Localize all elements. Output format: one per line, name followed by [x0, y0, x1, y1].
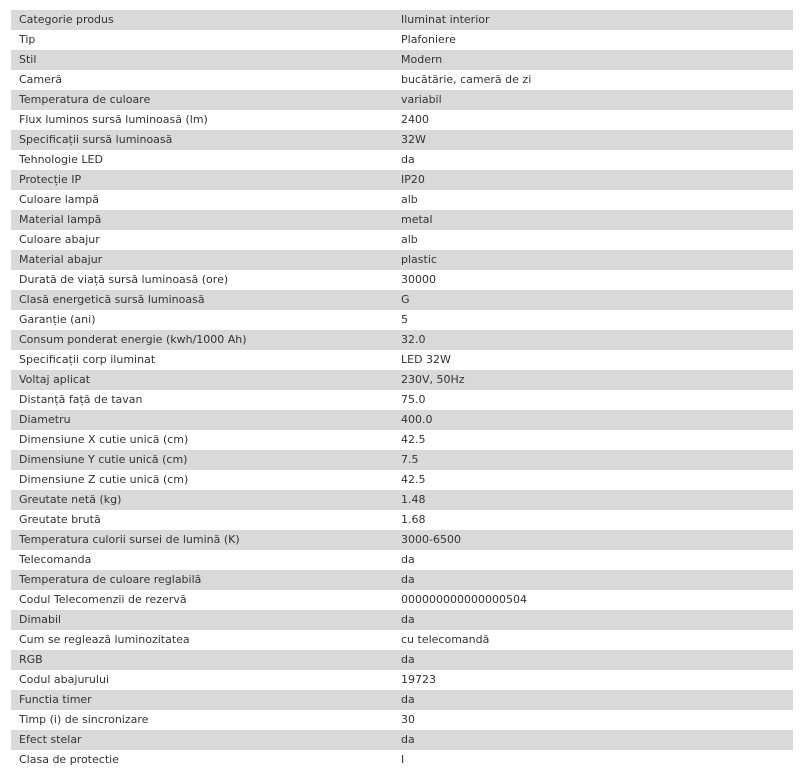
spec-value: da	[401, 613, 415, 626]
table-row	[11, 170, 793, 190]
spec-value: da	[401, 553, 415, 566]
table-row	[11, 590, 793, 610]
spec-label: Dimensiune Y cutie unică (cm)	[19, 453, 188, 466]
spec-value: da	[401, 693, 415, 706]
table-row	[11, 690, 793, 710]
spec-label: Diametru	[19, 413, 71, 426]
table-row	[11, 370, 793, 390]
table-row	[11, 190, 793, 210]
table-row	[11, 410, 793, 430]
table-row	[11, 390, 793, 410]
table-row	[11, 230, 793, 250]
spec-value: LED 32W	[401, 353, 451, 366]
table-row	[11, 250, 793, 270]
spec-label: RGB	[19, 653, 43, 666]
table-row	[11, 650, 793, 670]
spec-value: 5	[401, 313, 408, 326]
spec-label: Durată de viață sursă luminoasă (ore)	[19, 273, 229, 286]
spec-label: Clasa de protectie	[19, 753, 119, 766]
spec-value: 3000-6500	[401, 533, 461, 546]
table-row	[11, 270, 793, 290]
spec-label: Tip	[19, 33, 36, 46]
spec-label: Distanță față de tavan	[19, 393, 143, 406]
table-row	[11, 90, 793, 110]
spec-value: alb	[401, 193, 418, 206]
spec-value: 7.5	[401, 453, 419, 466]
table-row	[11, 30, 793, 50]
spec-value: 400.0	[401, 413, 433, 426]
spec-label: Temperatura de culoare reglabilă	[19, 573, 202, 586]
spec-label: Cum se reglează luminozitatea	[19, 633, 190, 646]
spec-value: 30	[401, 713, 415, 726]
table-row	[11, 10, 793, 30]
spec-label: Codul Telecomenzii de rezervă	[19, 593, 187, 606]
spec-label: Culoare lampă	[19, 193, 99, 206]
spec-value: 000000000000000504	[401, 593, 527, 606]
table-row	[11, 450, 793, 470]
spec-label: Dimensiune Z cutie unică (cm)	[19, 473, 189, 486]
spec-label: Greutate brută	[19, 513, 101, 526]
spec-value: Modern	[401, 53, 443, 66]
spec-label: Stil	[19, 53, 37, 66]
spec-label: Material abajur	[19, 253, 103, 266]
spec-value: G	[401, 293, 410, 306]
table-row	[11, 570, 793, 590]
table-row	[11, 630, 793, 650]
spec-label: Cameră	[19, 73, 63, 86]
spec-value: 230V, 50Hz	[401, 373, 465, 386]
spec-value: cu telecomandă	[401, 633, 490, 646]
table-row	[11, 550, 793, 570]
spec-value: Iluminat interior	[401, 13, 490, 26]
spec-label: Voltaj aplicat	[19, 373, 91, 386]
table-row	[11, 150, 793, 170]
table-row	[11, 490, 793, 510]
spec-label: Telecomanda	[19, 553, 92, 566]
spec-value: 32.0	[401, 333, 426, 346]
spec-label: Garanție (ani)	[19, 313, 96, 326]
spec-label: Material lampă	[19, 213, 102, 226]
spec-label: Functia timer	[19, 693, 92, 706]
spec-value: alb	[401, 233, 418, 246]
table-row	[11, 70, 793, 90]
spec-value: Plafoniere	[401, 33, 456, 46]
spec-value: variabil	[401, 93, 442, 106]
table-row	[11, 130, 793, 150]
spec-label: Clasă energetică sursă luminoasă	[19, 293, 205, 306]
spec-value: da	[401, 733, 415, 746]
spec-label: Efect stelar	[19, 733, 82, 746]
spec-label: Temperatura de culoare	[19, 93, 151, 106]
spec-value: 42.5	[401, 473, 426, 486]
spec-value: plastic	[401, 253, 437, 266]
specifications-table	[11, 10, 793, 770]
table-row	[11, 610, 793, 630]
spec-value: 32W	[401, 133, 426, 146]
spec-value: 42.5	[401, 433, 426, 446]
spec-value: 1.68	[401, 513, 426, 526]
spec-value: 2400	[401, 113, 429, 126]
spec-value: 19723	[401, 673, 436, 686]
table-row	[11, 530, 793, 550]
table-row	[11, 310, 793, 330]
spec-value: 1.48	[401, 493, 426, 506]
spec-label: Timp (i) de sincronizare	[19, 713, 149, 726]
spec-label: Dimensiune X cutie unică (cm)	[19, 433, 189, 446]
spec-value: bucătărie, cameră de zi	[401, 73, 532, 86]
table-row	[11, 430, 793, 450]
spec-value: da	[401, 573, 415, 586]
spec-label: Dimabil	[19, 613, 62, 626]
table-row	[11, 750, 793, 770]
table-row	[11, 110, 793, 130]
table-row	[11, 350, 793, 370]
spec-value: I	[401, 753, 405, 766]
spec-label: Flux luminos sursă luminoasă (lm)	[19, 113, 208, 126]
spec-label: Categorie produs	[19, 13, 114, 26]
spec-value: da	[401, 153, 415, 166]
spec-value: IP20	[401, 173, 425, 186]
spec-value: 75.0	[401, 393, 426, 406]
table-row	[11, 330, 793, 350]
table-row	[11, 290, 793, 310]
spec-label: Specificații sursă luminoasă	[19, 133, 173, 146]
spec-label: Culoare abajur	[19, 233, 100, 246]
table-row	[11, 470, 793, 490]
spec-value: da	[401, 653, 415, 666]
spec-label: Specificații corp iluminat	[19, 353, 156, 366]
table-row	[11, 710, 793, 730]
spec-label: Tehnologie LED	[19, 153, 103, 166]
table-row	[11, 510, 793, 530]
spec-label: Protecție IP	[19, 173, 82, 186]
spec-label: Codul abajurului	[19, 673, 109, 686]
table-row	[11, 670, 793, 690]
table-row	[11, 730, 793, 750]
spec-label: Consum ponderat energie (kwh/1000 Ah)	[19, 333, 247, 346]
table-row	[11, 210, 793, 230]
spec-value: 30000	[401, 273, 436, 286]
spec-label: Temperatura culorii sursei de lumină (K)	[19, 533, 240, 546]
table-row	[11, 50, 793, 70]
spec-value: metal	[401, 213, 433, 226]
spec-label: Greutate netă (kg)	[19, 493, 122, 506]
